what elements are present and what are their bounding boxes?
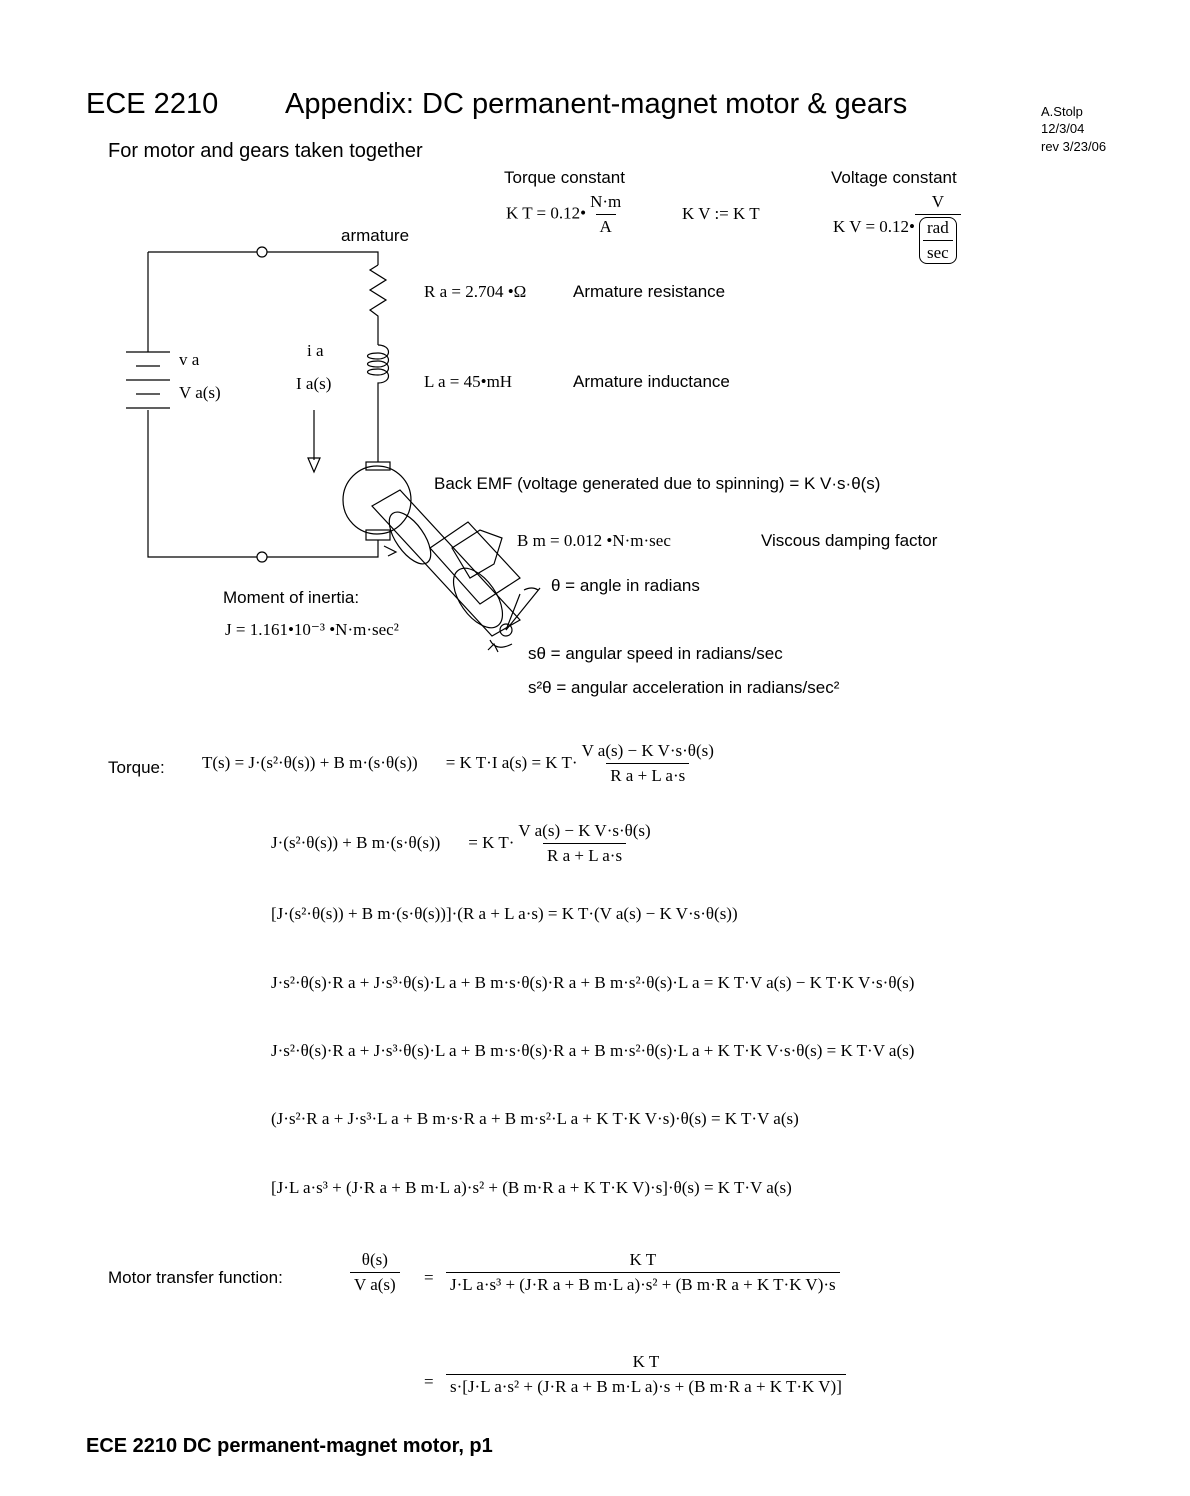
derivation-line-6: (J·s²·R a + J·s³·L a + B m·s·R a + B m·s²·L a + K T·K V·s)·θ(s) = K T·V a(s) [271,1109,799,1128]
line1-den: R a + L a·s [606,763,689,786]
torque-constant-label: Torque constant [504,168,625,187]
transfer-equals-2: = [424,1372,434,1391]
voltage-num: V [931,192,944,211]
battery-icon [126,352,170,408]
torque-den: A [596,214,616,237]
rotation-arrow-output [490,640,512,647]
line2-num: V a(s) − K V·s·θ(s) [518,820,651,840]
left-wire [148,252,378,557]
transfer-num-2: K T [632,1352,660,1371]
J-equation: J = 1.161•10⁻³ •N·m·sec² [225,620,399,639]
author: A.Stolp [1041,104,1083,119]
voltage-den-top: rad [926,218,949,237]
torque-num: N·m [590,192,622,211]
derivation-line-2 [271,818,655,868]
inertia-label: Moment of inertia: [223,588,360,607]
subtitle: For motor and gears taken together [108,140,423,162]
va-label: v a [179,350,200,369]
transfer-fraction-1 [446,1250,840,1295]
line1-mid: = K T·I a(s) = K T· [445,753,578,772]
line2-lhs: J·(s²·θ(s)) + B m·(s·θ(s)) [271,833,441,852]
voltage-constant-label: Voltage constant [831,168,957,187]
revision: rev 3/23/06 [1041,139,1107,154]
armature-label: armature [341,226,410,245]
Ra-description: Armature resistance [573,282,726,301]
derivation-line-7: [J·L a·s³ + (J·R a + B m·L a)·s² + (B m·R a + K T·K V)·s]·θ(s) = K T·V a(s) [271,1178,792,1197]
inductor-icon [368,345,389,462]
theta-description: θ = angle in radians [551,576,700,595]
Ia-s-label: I a(s) [296,374,332,393]
transfer-lhs-fraction [350,1250,400,1295]
derivation-line-5: J·s²·θ(s)·R a + J·s³·θ(s)·L a + B m·s·θ(s)·R a + B m·s²·θ(s)·L a + K T·K V·s·θ(s) = K T·V a(s) [271,1041,915,1060]
line2-mid: = K T· [468,833,515,852]
rotation-arrow-head [488,644,498,652]
kv-equals-kt: K V := K T [682,204,760,223]
speed-description: sθ = angular speed in radians/sec [528,644,783,663]
torque-lhs: K T = 0.12• [506,203,587,223]
resistor-icon [370,265,386,345]
line1-fraction [578,741,718,786]
motor-brush-bottom [366,530,390,540]
gear-body [430,522,520,604]
transfer-den-1: J·L a·s³ + (J·R a + B m·L a)·s² + (B m·R a + K T·K V)·s [446,1272,840,1295]
voltage-den-bottom: sec [923,240,953,263]
transfer-lhs [350,1250,400,1295]
La-description: Armature inductance [573,372,730,391]
Bm-description: Viscous damping factor [761,531,938,550]
theta-arm [506,588,540,630]
voltage-lhs: K V = 0.12• [833,216,915,236]
motor-shaft [372,490,520,636]
transfer-fraction-2 [446,1352,846,1397]
transfer-lhs-den: V a(s) [350,1272,400,1295]
page-footer: ECE 2210 DC permanent-magnet motor, p1 [86,1435,493,1457]
accel-description: s²θ = angular acceleration in radians/sec² [528,678,840,697]
torque-label: Torque: [108,758,165,777]
transfer-num-1: K T [629,1250,657,1269]
line2-den: R a + L a·s [543,843,626,866]
top-terminal [257,247,267,257]
bottom-terminal [257,552,267,562]
back-emf: Back EMF (voltage generated due to spinning) = K V·s·θ(s) [434,474,881,493]
Ra-equation: R a = 2.704 •Ω [424,282,527,301]
current-arrow-head [308,458,320,472]
La-equation: L a = 45•mH [424,372,513,391]
derivation-line-3: [J·(s²·θ(s)) + B m·(s·θ(s))]·(R a + L a·s) = K T·(V a(s) − K V·s·θ(s)) [271,904,738,923]
transfer-lhs-num: θ(s) [361,1250,388,1269]
transfer-function-label: Motor transfer function: [108,1268,283,1287]
course-code: ECE 2210 [86,88,219,120]
derivation-line-1 [202,738,718,788]
ia-label: i a [307,341,324,360]
transfer-equals-1: = [424,1268,434,1287]
motor-body-icon [343,466,411,534]
Va-s-label: V a(s) [179,383,221,402]
line1-lhs: T(s) = J·(s²·θ(s)) + B m·(s·θ(s)) [202,753,418,772]
rotation-arrow-motor [384,546,396,556]
line1-num: V a(s) − K V·s·θ(s) [581,740,714,760]
transfer-rhs-1 [446,1250,840,1295]
derivation-line-4: J·s²·θ(s)·R a + J·s³·θ(s)·L a + B m·s·θ(s)·R a + B m·s²·θ(s)·L a = K T·V a(s) − K T·K V·s·θ(s) [271,973,915,992]
theta-arc [524,588,538,590]
transfer-den-2: s·[J·L a·s² + (J·R a + B m·L a)·s + (B m·R a + K T·K V)] [446,1374,846,1397]
Bm-equation: B m = 0.012 •N·m·sec [517,531,671,550]
gear-cylinder-2 [444,560,512,636]
line2-fraction [514,821,654,866]
page-title: Appendix: DC permanent-magnet motor & gears [285,88,908,120]
date: 12/3/04 [1041,121,1085,136]
transfer-rhs-2 [446,1352,846,1397]
